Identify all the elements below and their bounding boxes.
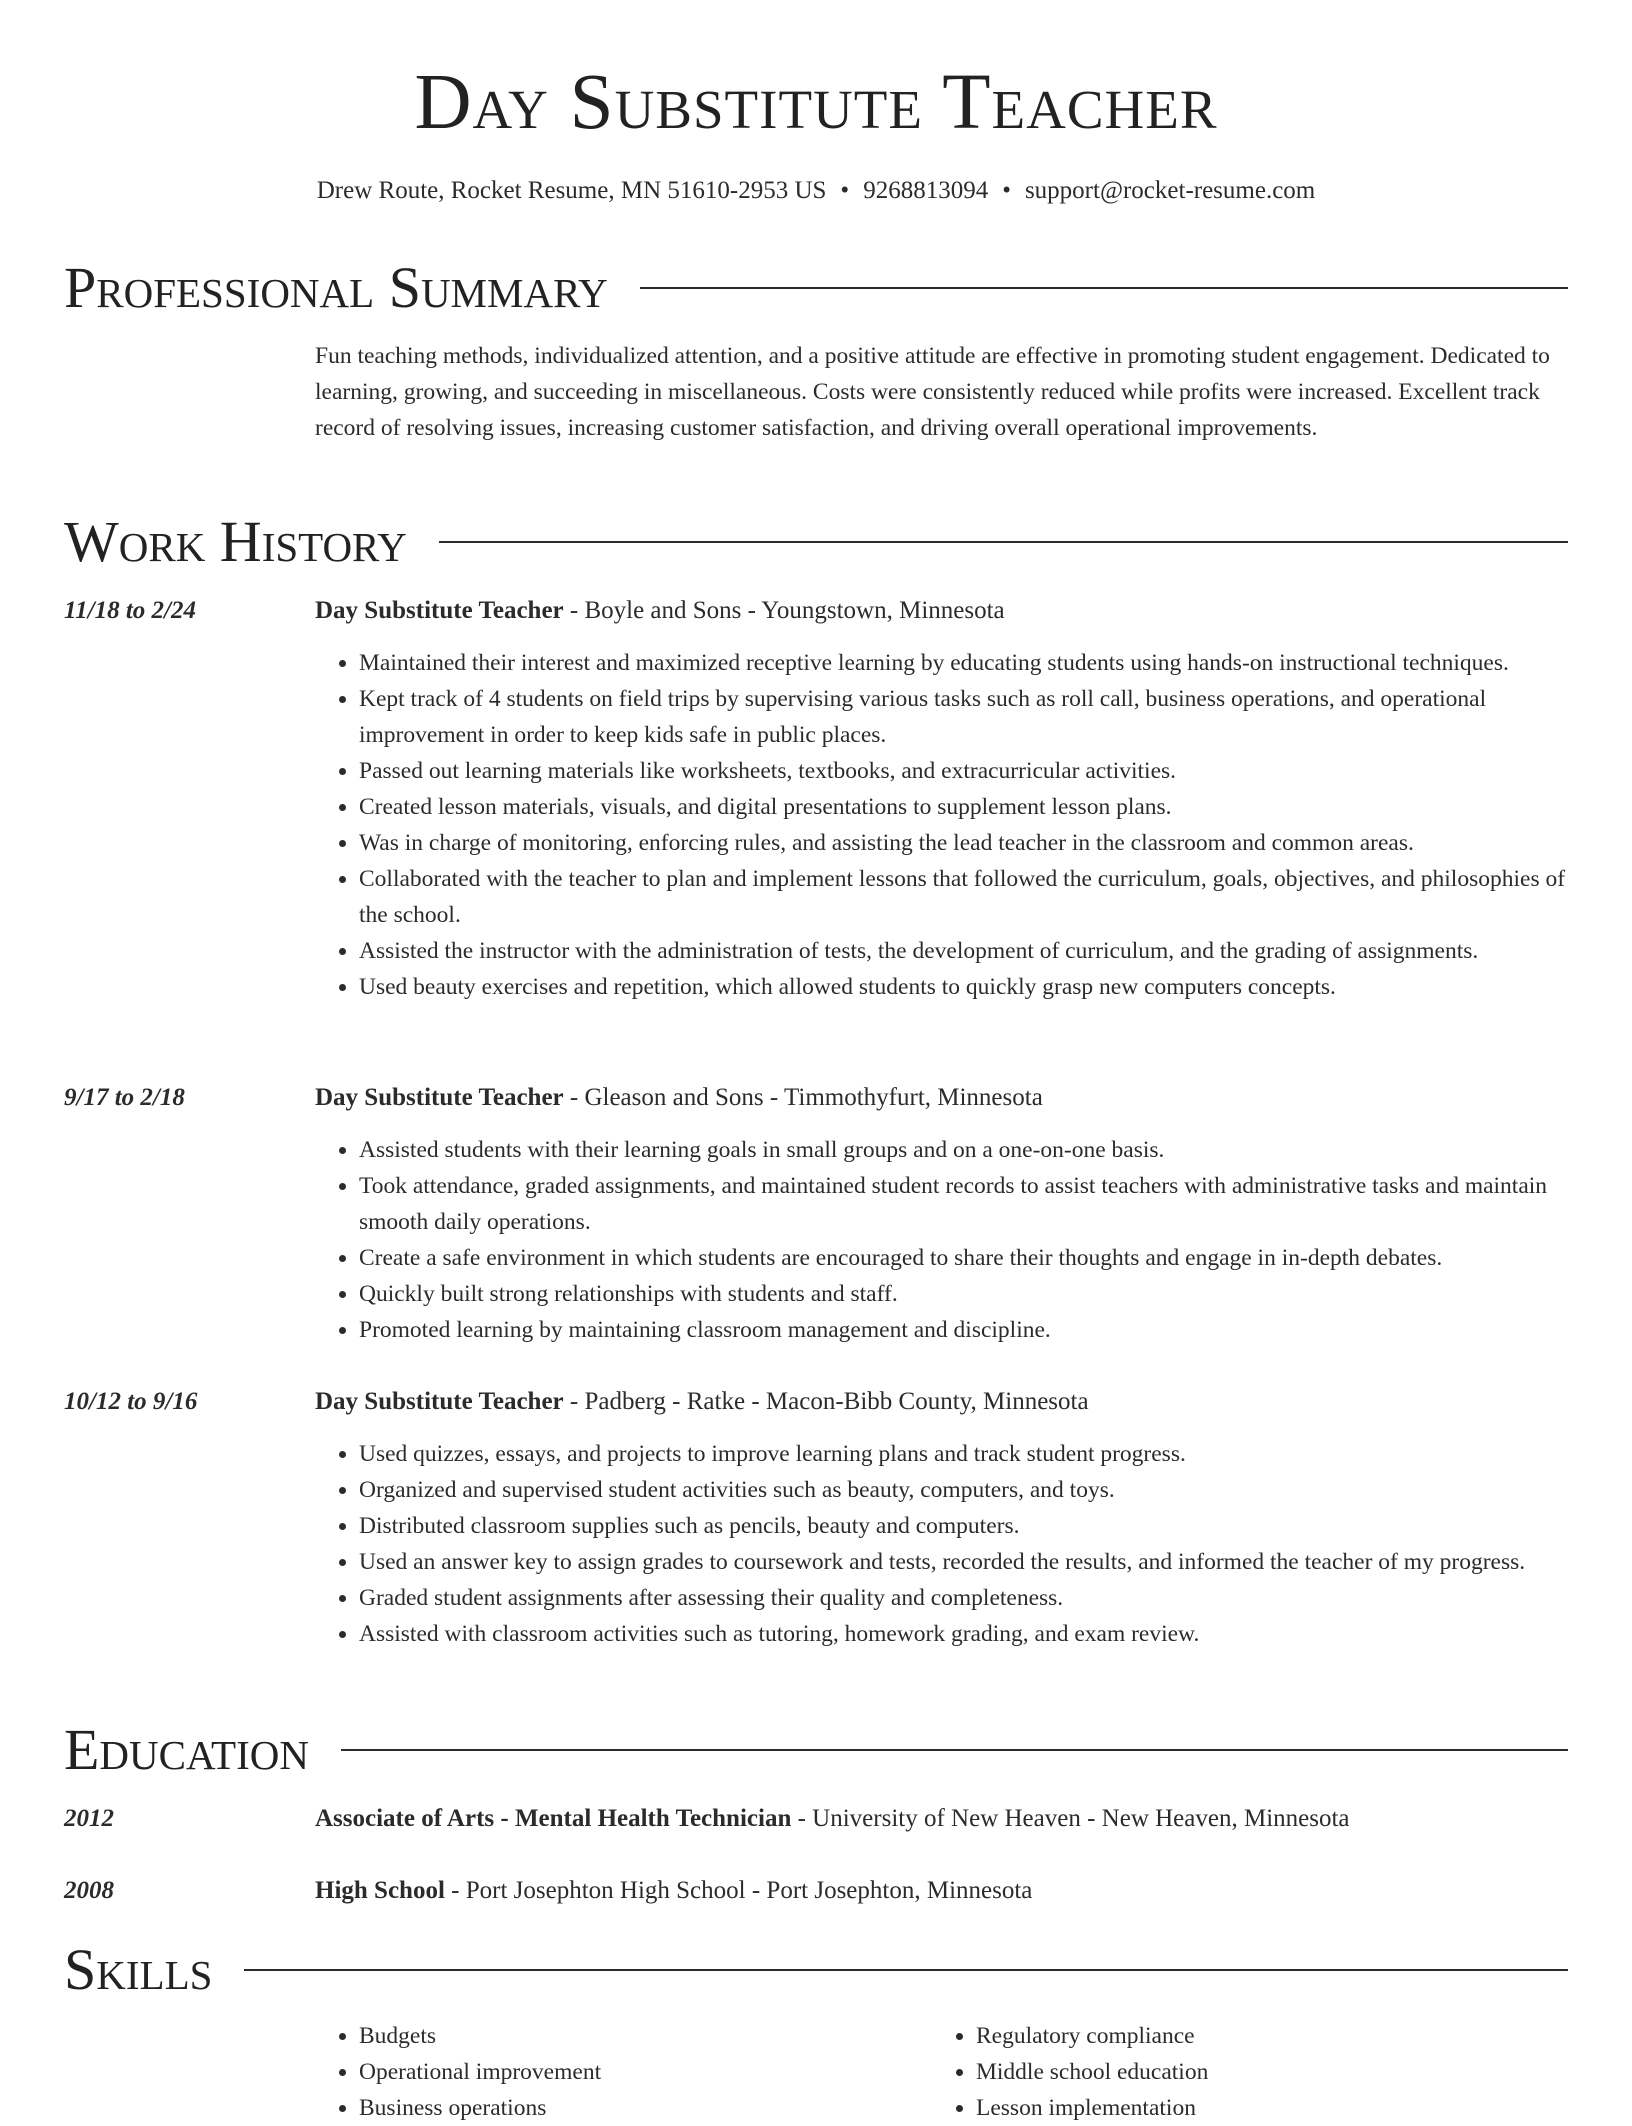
job-heading <box>315 1384 1568 1420</box>
section-title: Work History <box>64 509 407 574</box>
job-role: Day Substitute Teacher <box>315 1084 564 1111</box>
job-details: - Gleason and Sons - Timmothyfurt, Minnesota <box>563 1084 1043 1111</box>
education-year: 2012 <box>64 1805 114 1832</box>
section-title: Skills <box>64 1937 213 2002</box>
list-item: • Took attendance, graded assignments, and maintained student records to assist teachers with administrative tasks and maintain smooth daily operations. <box>359 1168 1568 1240</box>
list-item: • Assisted students with their learning goals in small groups and on a one-on-one basis. <box>359 1132 1568 1168</box>
job-heading <box>315 1080 1568 1116</box>
education-details: - Port Josephton High School - Port Josephton, Minnesota <box>444 1877 1033 1904</box>
list-item: • Used quizzes, essays, and projects to improve learning plans and track student progress. <box>359 1436 1568 1472</box>
job-role: Day Substitute Teacher <box>315 1388 564 1415</box>
skill-item: • Lesson implementation <box>976 2090 1576 2126</box>
education-details: - University of New Heaven - New Heaven, Minnesota <box>791 1805 1350 1832</box>
job-dates: 11/18 to 2/24 <box>64 597 196 624</box>
separator: • <box>840 177 850 204</box>
job-details: - Boyle and Sons - Youngstown, Minnesota <box>563 597 1005 624</box>
section-header-work-history <box>64 510 1568 574</box>
section-divider <box>341 1749 1568 1751</box>
list-item: • Used an answer key to assign grades to coursework and tests, recorded the results, and informed the teacher of my progress. <box>359 1544 1568 1580</box>
skill-item: • Operational improvement <box>359 2054 919 2090</box>
job-details: - Padberg - Ratke - Macon-Bibb County, Minnesota <box>563 1388 1089 1415</box>
section-header-education <box>64 1718 1568 1782</box>
summary-text: Fun teaching methods, individualized attention, and a positive attitude are effective in promoting student engagement. Dedicated to learning, growing, and succeeding in miscellaneous. Costs were consistently reduced while profits were increased. Excellent track record of resolving issues, increasing customer satisfaction, and driving overall operational improvements. <box>315 343 1550 441</box>
section-header-skills <box>64 1938 1568 2002</box>
list-item: • Assisted the instructor with the administration of tests, the development of curriculum, and the grading of assignments. <box>359 933 1568 969</box>
job-bullets <box>315 645 1568 1005</box>
list-item: • Graded student assignments after assessing their quality and completeness. <box>359 1580 1568 1616</box>
section-divider <box>244 1969 1568 1971</box>
phone: 9268813094 <box>863 177 989 204</box>
skill-item: • Regulatory compliance <box>976 2018 1576 2054</box>
list-item: • Create a safe environment in which students are encouraged to share their thoughts and engage in in-depth debates. <box>359 1240 1568 1276</box>
skills-list-left <box>315 2018 919 2126</box>
contact-line <box>0 174 1632 208</box>
list-item: • Passed out learning materials like worksheets, textbooks, and extracurricular activities. <box>359 753 1568 789</box>
resume-title: Day Substitute Teacher <box>414 59 1218 146</box>
list-item: • Distributed classroom supplies such as pencils, beauty and computers. <box>359 1508 1568 1544</box>
list-item: • Organized and supervised student activities such as beauty, computers, and toys. <box>359 1472 1568 1508</box>
list-item: • Maintained their interest and maximized receptive learning by educating students using hands-on instructional techniques. <box>359 645 1568 681</box>
section-title: Professional Summary <box>64 255 608 320</box>
section-title: Education <box>64 1717 309 1782</box>
job-bullets <box>315 1132 1568 1348</box>
job-bullets <box>315 1436 1568 1652</box>
list-item: • Assisted with classroom activities such as tutoring, homework grading, and exam review. <box>359 1616 1568 1652</box>
education-heading <box>315 1801 1568 1837</box>
job-role: Day Substitute Teacher <box>315 597 564 624</box>
list-item: • Kept track of 4 students on field trips by supervising various tasks such as roll call, business operations, and operational improvement in order to keep kids safe in public places. <box>359 681 1568 753</box>
job-dates: 10/12 to 9/16 <box>64 1388 198 1415</box>
skill-item: • Business operations <box>359 2090 919 2126</box>
address: Drew Route, Rocket Resume, MN 51610-2953 US <box>316 177 827 204</box>
job-heading <box>315 593 1568 629</box>
list-item: • Collaborated with the teacher to plan and implement lessons that followed the curriculum, goals, objectives, and philosophies of the school. <box>359 861 1568 933</box>
skills-list-right <box>932 2018 1576 2126</box>
list-item: • Quickly built strong relationships with students and staff. <box>359 1276 1568 1312</box>
list-item: • Promoted learning by maintaining classroom management and discipline. <box>359 1312 1568 1348</box>
skill-item: • Budgets <box>359 2018 919 2054</box>
list-item: • Created lesson materials, visuals, and digital presentations to supplement lesson plans. <box>359 789 1568 825</box>
job-dates: 9/17 to 2/18 <box>64 1084 185 1111</box>
section-header-summary <box>64 256 1568 320</box>
education-degree: High School <box>315 1877 445 1904</box>
education-degree: Associate of Arts - Mental Health Technician <box>315 1805 792 1832</box>
separator: • <box>1002 177 1011 204</box>
education-heading <box>315 1873 1568 1909</box>
education-year: 2008 <box>64 1877 114 1904</box>
section-divider <box>439 541 1568 543</box>
section-divider <box>640 287 1568 289</box>
list-item: • Used beauty exercises and repetition, which allowed students to quickly grasp new computers concepts. <box>359 969 1568 1005</box>
list-item: • Was in charge of monitoring, enforcing rules, and assisting the lead teacher in the classroom and common areas. <box>359 825 1568 861</box>
skill-item: • Middle school education <box>976 2054 1576 2090</box>
email: support@rocket-resume.com <box>1024 177 1316 204</box>
